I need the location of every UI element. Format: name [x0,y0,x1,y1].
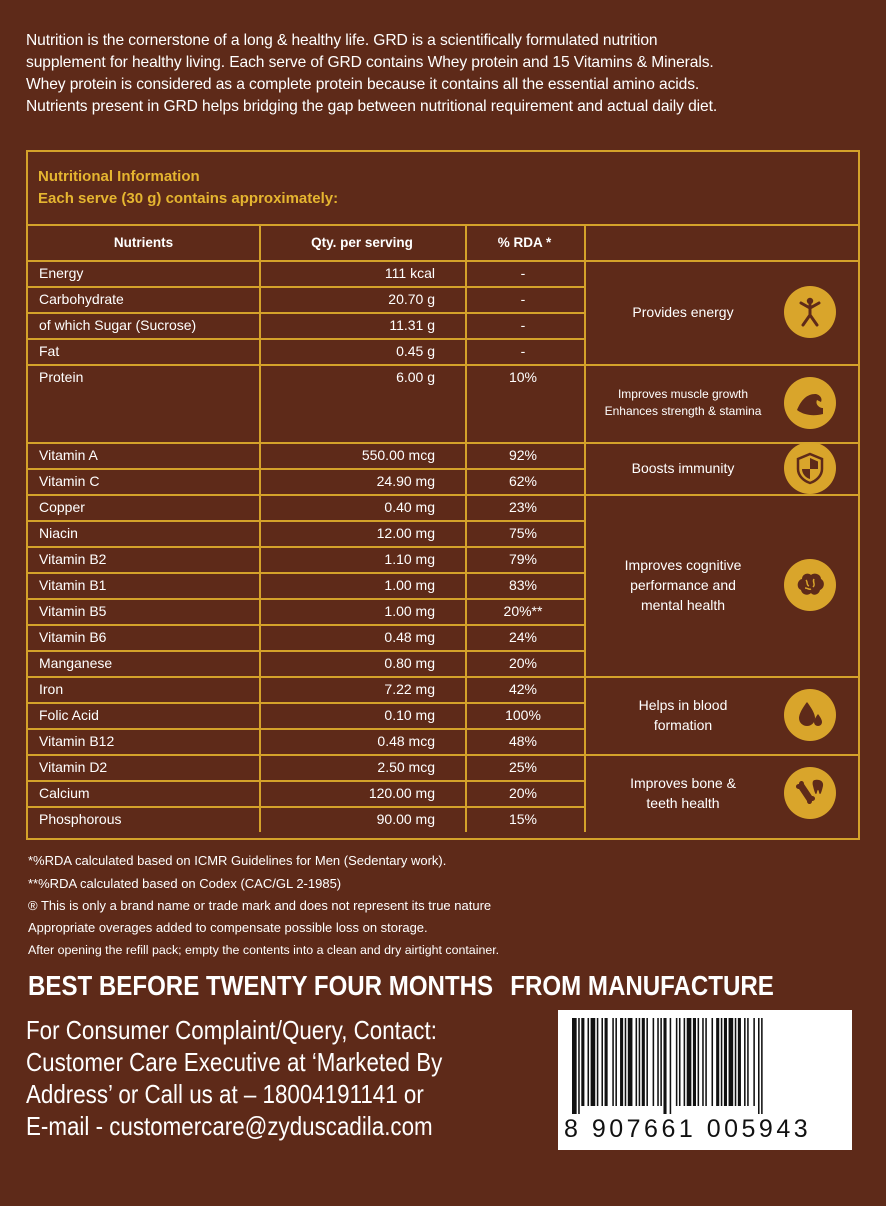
nutrient-qty: 12.00 mg [376,525,435,541]
grid-line [28,442,584,444]
column-header: Nutrients [113,235,174,250]
nutrient-qty: 0.48 mcg [377,733,435,749]
best-before-notice [28,970,774,1002]
nutrient-qty: 550.00 mcg [361,447,435,463]
footnote: After opening the refill pack; empty the contents into a clean and dry airtight container. [28,943,500,957]
nutrient-rda: 25% [508,759,538,775]
benefit-line: teeth health [646,795,720,811]
consumer-contact [26,1014,559,1142]
nutrient-rda: 20% [508,785,538,801]
barcode-bar [646,1018,648,1106]
barcode-bar [612,1018,614,1106]
grid-line [28,572,584,574]
barcode-bar [738,1018,741,1106]
grid-line [28,338,584,340]
nutrient-qty: 2.50 mcg [377,759,435,775]
benefit-label [586,494,780,676]
barcode-bar [721,1018,723,1106]
benefit-label [586,442,780,494]
nutrient-name: Iron [39,681,64,697]
barcode-bar [753,1018,755,1106]
nutrition-table-subtitle: Each serve (30 g) contains approximately: [38,190,339,207]
intro-line: Nutrition is the cornerstone of a long & healthy life. GRD is a scientifically formulated nutrition [26,32,658,49]
nutrient-name: Phosphorous [39,811,122,827]
nutrient-rda: 83% [508,577,538,593]
barcode-bar [684,1018,686,1106]
nutrient-name: Vitamin B12 [39,733,115,749]
nutrient-rda: - [520,291,526,307]
grid-line [28,224,858,226]
nutrient-qty: 1.00 mg [384,603,435,619]
barcode-bar [716,1018,719,1106]
benefit-line: Improves muscle growth [617,387,749,401]
nutrient-qty: 0.80 mg [384,655,435,671]
nutrient-rda: - [520,343,526,359]
barcode-bar [642,1018,645,1106]
grid-line [28,624,584,626]
grid-line [28,520,584,522]
column-header: Qty. per serving [311,235,413,250]
grid-line [28,598,584,600]
shield-icon [784,442,836,494]
barcode-bar [615,1018,617,1106]
nutrient-name: Manganese [39,655,113,671]
barcode-bar [605,1018,608,1106]
energy-figure-icon [784,286,836,338]
barcode-bar [687,1018,692,1106]
nutrient-qty: 111 kcal [384,265,435,281]
nutrient-rda: 75% [508,525,538,541]
barcode-bars [568,1018,842,1114]
barcode-bar [660,1018,662,1106]
barcode-bar [620,1018,623,1106]
barcode-bar [588,1018,590,1106]
benefit-line: Improves cognitive [624,557,742,573]
barcode-bar [679,1018,681,1106]
nutrient-qty: 0.40 mg [384,499,435,515]
barcode-bar [758,1018,760,1114]
footnote: *%RDA calculated based on ICMR Guidelines for Men (Sedentary work). [28,853,447,868]
nutrient-qty: 11.31 g [389,317,435,333]
benefit-text [625,555,742,615]
nutrient-name: Calcium [39,785,90,801]
barcode-bar [698,1018,700,1106]
barcode-bar [729,1018,734,1106]
nutrient-qty: 6.00 g [396,369,435,385]
nutrient-name: Protein [39,369,84,385]
footnote: Appropriate overages added to compensate possible loss on storage. [28,920,428,935]
benefit-label [586,364,780,442]
benefit-label [586,676,780,754]
benefit-text [639,695,728,735]
benefit-text [632,302,733,322]
nutrient-name: Energy [39,265,84,281]
blood-drop-icon [784,689,836,741]
grid-line [28,312,584,314]
nutrient-name: Vitamin B2 [39,551,107,567]
benefit-line: Enhances strength & stamina [604,404,762,418]
grid-line [28,754,584,756]
nutrition-table-title: Nutritional Information [38,168,200,185]
brain-icon [784,559,836,611]
bone-tooth-icon [784,767,836,819]
muscle-arm-icon [784,377,836,429]
barcode-bar [702,1018,704,1106]
benefit-label [586,260,780,364]
nutrient-name: Vitamin B6 [39,629,107,645]
nutrient-rda: 42% [508,681,538,697]
nutrient-qty: 24.90 mg [376,473,435,489]
nutrient-name: Vitamin B5 [39,603,107,619]
contact-line: Address’ or Call us at – 18004191141 or [26,1079,424,1109]
nutrient-qty: 90.00 mg [376,811,435,827]
nutrient-rda: 100% [505,707,541,723]
barcode-bar [663,1018,666,1114]
nutrient-name: Niacin [39,525,78,541]
nutrient-rda: 20%** [503,603,543,619]
grid-line [28,494,584,496]
nutrient-rda: - [520,317,526,333]
benefit-text [630,773,736,813]
barcode-bar [653,1018,655,1106]
footnote: ® This is only a brand name or trade mark and does not represent its true nature [28,898,492,913]
nutrient-rda: 23% [508,499,538,515]
nutrient-name: Folic Acid [39,707,99,723]
benefit-label [586,754,780,832]
nutrient-rda: 20% [508,655,538,671]
best-before-text: FROM MANUFACTURE [510,970,774,1001]
grid-line [28,728,584,730]
nutrient-name: Copper [39,499,85,515]
grid-line [28,650,584,652]
benefit-line: Helps in blood [638,697,728,713]
barcode-bar [625,1018,627,1106]
grid-line [28,468,584,470]
nutrient-rda: 15% [508,811,538,827]
barcode-bar [693,1018,696,1106]
barcode-bar [657,1018,659,1106]
grid-line [28,780,584,782]
barcode [558,1010,852,1150]
nutrient-rda: - [520,265,526,281]
nutrient-name: Vitamin B1 [39,577,107,593]
barcode-bar [639,1018,641,1106]
grid-line [28,364,584,366]
nutrient-qty: 0.45 g [396,343,435,359]
nutrient-name: Vitamin A [39,447,98,463]
contact-line: For Consumer Complaint/Query, Contact: [26,1015,437,1045]
barcode-bar [670,1018,672,1114]
benefit-line: performance and [630,577,736,593]
nutrient-qty: 1.00 mg [384,577,435,593]
barcode-bar [628,1018,633,1106]
barcode-bar [712,1018,714,1106]
nutrient-name: of which Sugar (Sucrose) [39,317,197,333]
barcode-bar [591,1018,596,1106]
nutrient-rda: 92% [508,447,538,463]
nutrient-rda: 48% [508,733,538,749]
barcode-bar [705,1018,707,1106]
intro-line: supplement for healthy living. Each serve of GRD contains Whey protein and 15 Vitamins & Minerals. [26,54,714,71]
barcode-bar [761,1018,763,1114]
nutrient-name: Vitamin D2 [39,759,108,775]
nutrient-rda: 62% [508,473,538,489]
benefit-text [605,386,762,420]
intro-paragraph [26,30,868,118]
nutrient-qty: 1.10 mg [384,551,435,567]
benefit-line: Provides energy [632,304,734,320]
barcode-bar [578,1018,580,1114]
grid-line [28,702,584,704]
barcode-bar [747,1018,749,1106]
nutrient-qty: 20.70 g [388,291,435,307]
barcode-bar [572,1018,577,1114]
benefit-line: Boosts immunity [631,460,735,476]
barcode-bar [724,1018,727,1106]
barcode-bar [601,1018,603,1106]
nutrient-rda: 79% [508,551,538,567]
nutrient-name: Carbohydrate [39,291,124,307]
nutrient-qty: 7.22 mg [384,681,435,697]
barcode-bar [744,1018,746,1106]
grid-line [28,546,584,548]
barcode-bar [636,1018,638,1106]
column-header: % RDA * [497,235,552,250]
barcode-number: 8 907661 005943 [564,1115,812,1143]
benefit-line: mental health [640,597,726,613]
best-before-text: BEST BEFORE TWENTY FOUR MONTHS [28,970,494,1001]
footnote: **%RDA calculated based on Codex (CAC/GL 2-1985) [28,876,342,891]
nutrient-qty: 0.48 mg [384,629,435,645]
nutrition-table [26,150,860,840]
barcode-bar [735,1018,737,1106]
nutrition-table-header [38,166,338,210]
nutrient-name: Vitamin C [39,473,100,489]
grid-line [28,676,584,678]
nutrient-qty: 0.10 mg [384,707,435,723]
intro-line: Whey protein is considered as a complete protein because it contains all the essential amino acids. [26,76,700,93]
barcode-bar [597,1018,599,1106]
grid-line [28,286,584,288]
barcode-bar [581,1018,584,1106]
benefit-line: Improves bone & [630,775,736,791]
contact-line: E-mail - customercare@zyduscadila.com [26,1111,433,1141]
benefit-line: formation [653,717,713,733]
barcode-bar [676,1018,678,1106]
nutrient-qty: 120.00 mg [368,785,435,801]
nutrient-name: Fat [39,343,60,359]
benefit-text [632,458,735,478]
grid-line [28,806,584,808]
nutrient-rda: 10% [508,369,538,385]
nutrient-rda: 24% [508,629,538,645]
contact-line: Customer Care Executive at ‘Marketed By [26,1047,443,1077]
intro-line: Nutrients present in GRD helps bridging the gap between nutritional requirement and actual daily diet. [26,98,718,115]
